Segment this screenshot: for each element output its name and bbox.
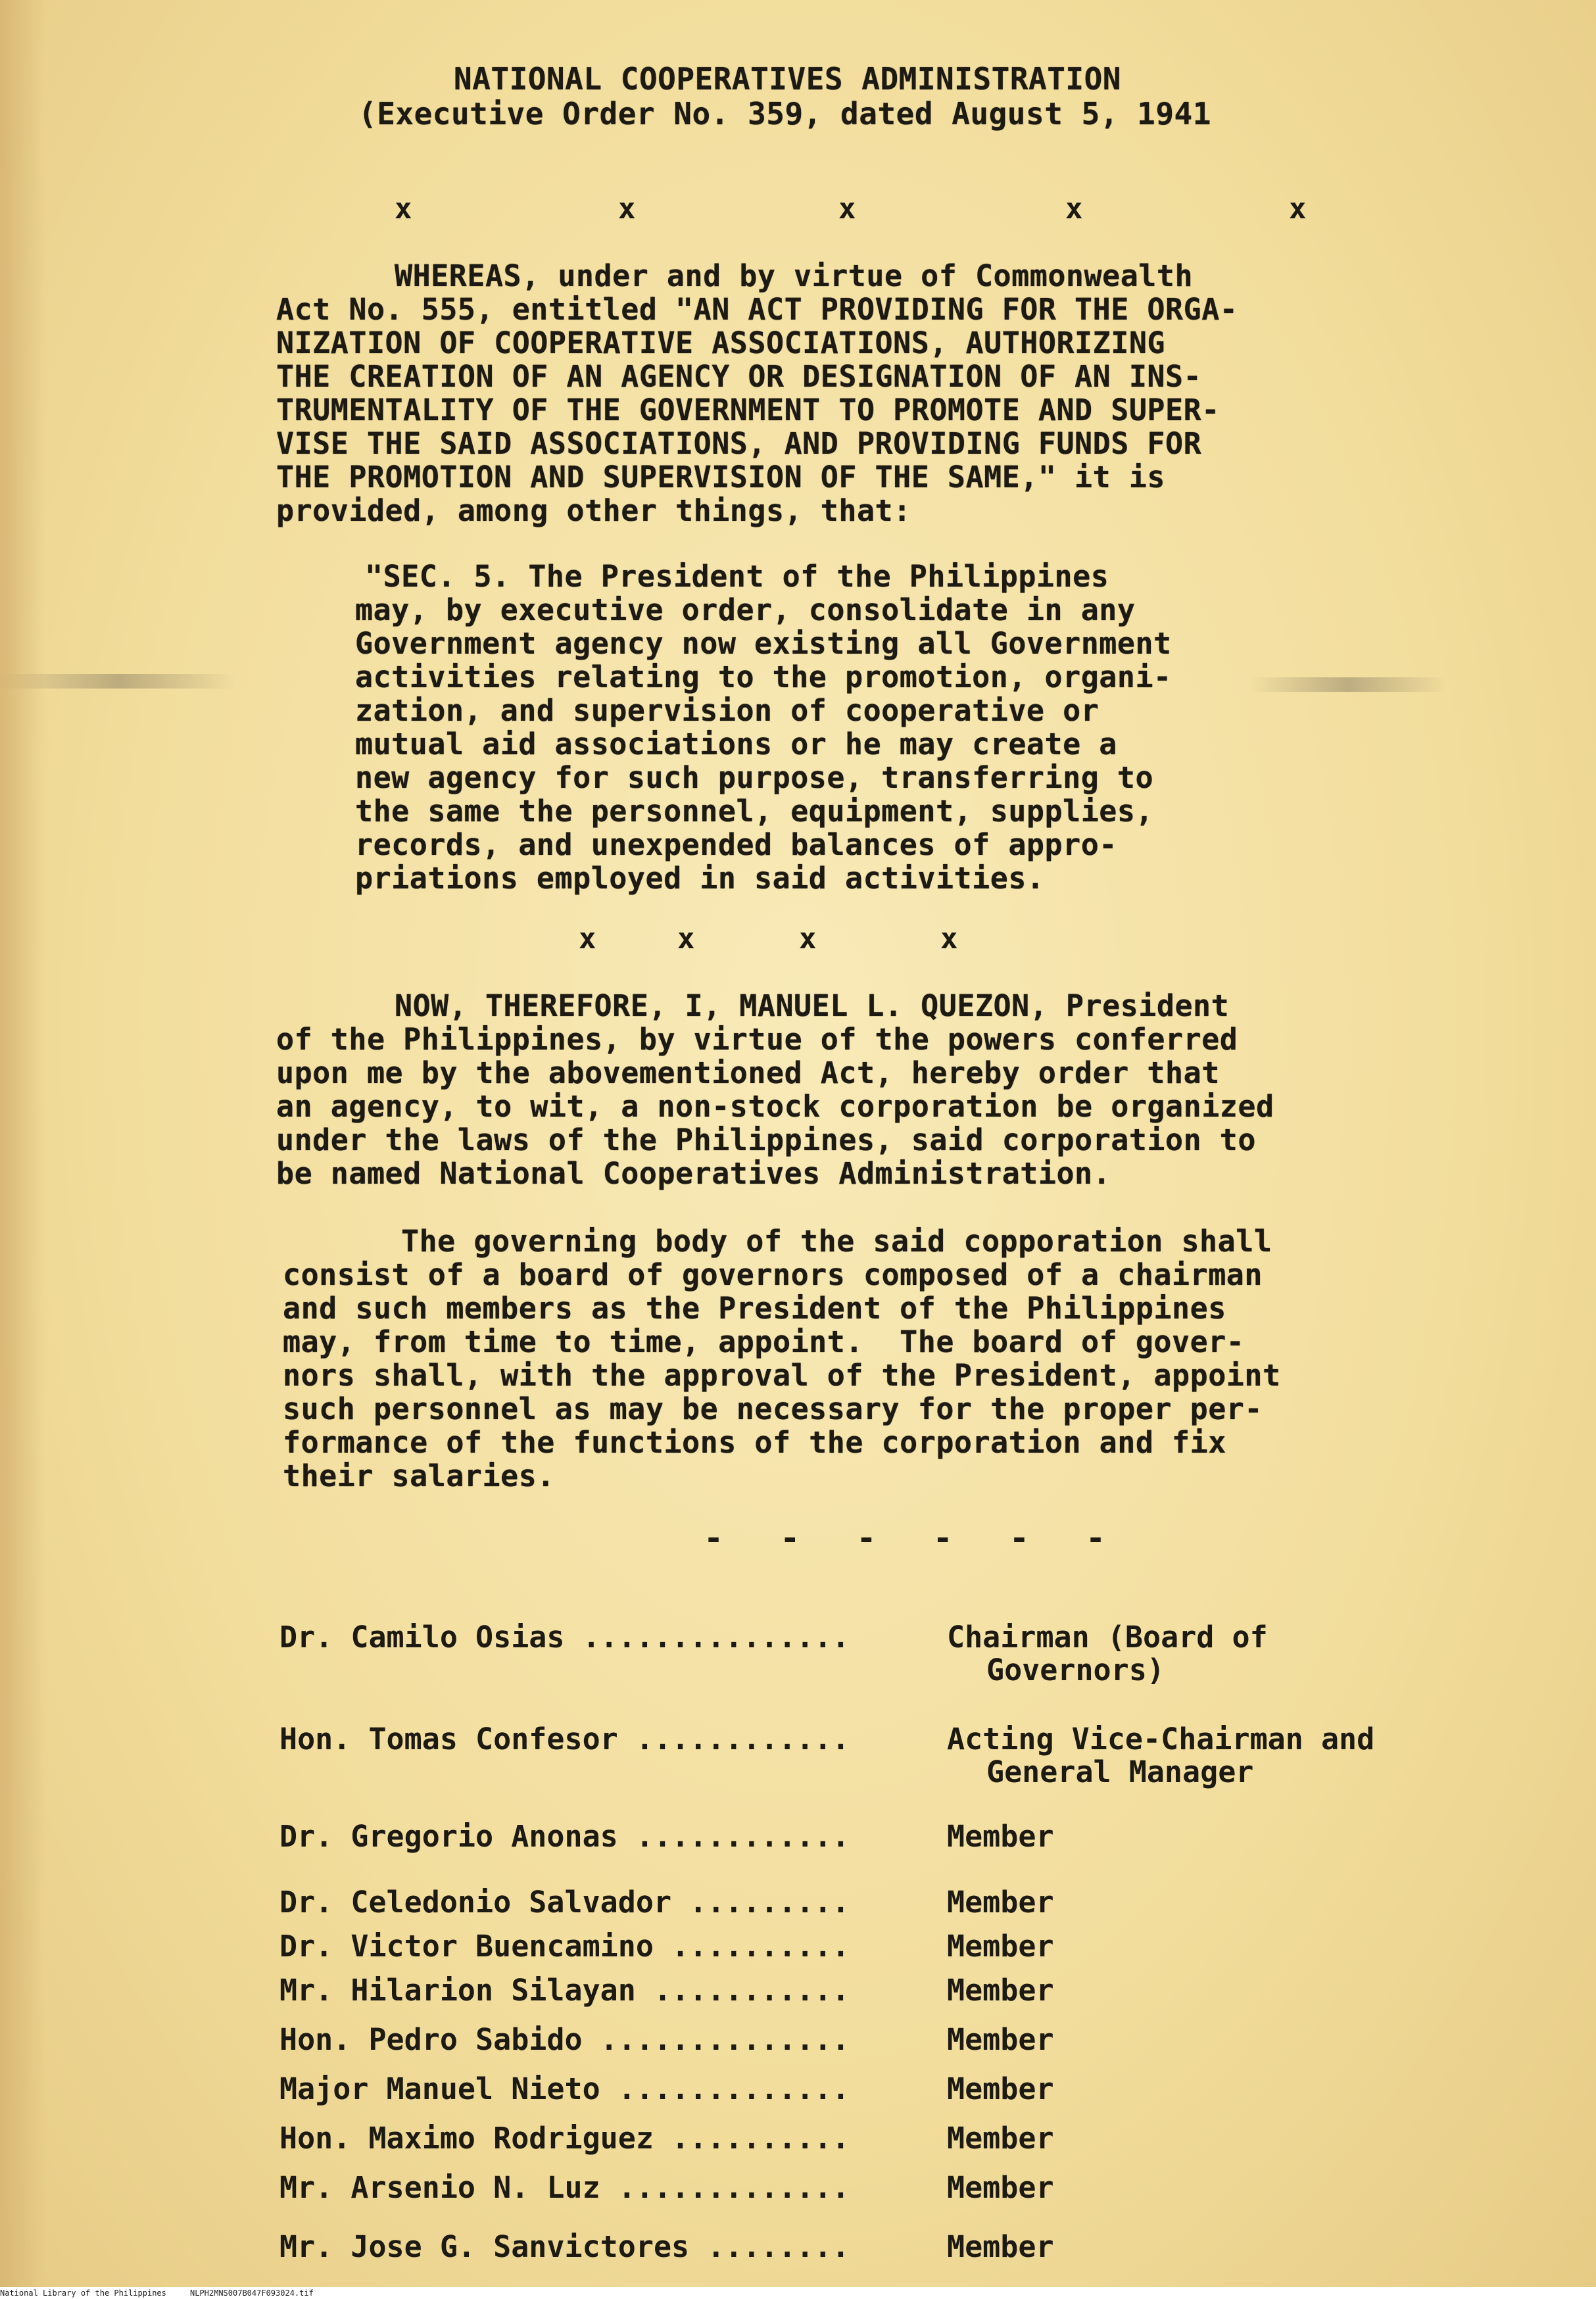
member-role: Member: [947, 1973, 1054, 2008]
paragraph-line: and such members as the President of the Philippines: [283, 1291, 1226, 1326]
member-name: Mr. Jose G. Sanvictores ........: [279, 2229, 850, 2264]
quote-line: zation, and supervision of cooperative or: [355, 693, 1100, 728]
quote-line: "SEC. 5. The President of the Philippines: [365, 559, 1109, 594]
member-role: Member: [947, 1819, 1054, 1854]
x-separator: x: [395, 192, 412, 226]
paragraph-line: under the laws of the Philippines, said corporation to: [276, 1123, 1256, 1157]
quote-line: Government agency now existing all Government: [355, 626, 1172, 661]
x-separator: x: [1289, 192, 1307, 226]
member-role-continued: Governors): [986, 1653, 1165, 1687]
ink-smudge: [0, 674, 237, 689]
page-edge-shadow: [0, 0, 46, 2287]
paragraph-line: provided, among other things, that:: [276, 493, 911, 528]
document-subtitle: (Executive Order No. 359, dated August 5, 1941: [358, 96, 1211, 132]
paragraph-line: TRUMENTALITY OF THE GOVERNMENT TO PROMOTE AND SUPER-: [276, 393, 1220, 427]
x-separator: x: [579, 922, 596, 956]
member-name: Dr. Victor Buencamino ..........: [279, 1929, 850, 1964]
member-name: Hon. Maximo Rodriguez ..........: [279, 2121, 850, 2156]
document-title: NATIONAL COOPERATIVES ADMINISTRATION: [454, 61, 1121, 97]
member-role-continued: General Manager: [986, 1754, 1254, 1789]
x-separator: x: [677, 922, 695, 956]
x-separator: x: [838, 192, 856, 226]
x-separator: x: [1065, 192, 1083, 226]
paragraph-line: NOW, THEREFORE, I, MANUEL L. QUEZON, President: [395, 988, 1230, 1023]
paragraph-line: nors shall, with the approval of the President, appoint: [283, 1358, 1281, 1393]
member-role: Member: [947, 2022, 1054, 2057]
paragraph-line: Act No. 555, entitled "AN ACT PROVIDING FOR THE ORGA-: [276, 292, 1238, 327]
paragraph-line: be named National Cooperatives Administration.: [276, 1156, 1111, 1191]
member-role: Chairman (Board of: [947, 1620, 1268, 1655]
member-role: Member: [947, 2121, 1054, 2156]
member-role: Member: [947, 1885, 1054, 1920]
paragraph-line: The governing body of the said copporation shall: [401, 1224, 1272, 1259]
paragraph-line: THE CREATION OF AN AGENCY OR DESIGNATION OF AN INS-: [276, 359, 1202, 394]
ink-smudge: [1249, 677, 1447, 692]
quote-line: may, by executive order, consolidate in any: [355, 593, 1136, 627]
quote-line: priations employed in said activities.: [355, 861, 1045, 896]
paragraph-line: upon me by the abovementioned Act, hereby order that: [276, 1055, 1220, 1090]
member-name: Hon. Tomas Confesor ............: [279, 1722, 850, 1756]
paragraph-line: VISE THE SAID ASSOCIATIONS, AND PROVIDING FUNDS FOR: [276, 426, 1202, 461]
quote-line: new agency for such purpose, transferring to: [355, 760, 1154, 795]
paragraph-line: THE PROMOTION AND SUPERVISION OF THE SAME," it is: [276, 460, 1166, 495]
paragraph-line: formance of the functions of the corporation and fix: [283, 1425, 1226, 1460]
paragraph-line: such personnel as may be necessary for the proper per-: [283, 1392, 1263, 1426]
member-role: Member: [947, 2170, 1054, 2205]
paragraph-line: their salaries.: [283, 1459, 555, 1493]
dash-separator: - - - - - -: [704, 1519, 1124, 1557]
paragraph-line: may, from time to time, appoint. The board of gover-: [283, 1324, 1245, 1359]
x-separator: x: [940, 922, 958, 956]
member-role: Member: [947, 1929, 1054, 1964]
member-name: Mr. Arsenio N. Luz .............: [279, 2170, 850, 2205]
paragraph-line: WHEREAS, under and by virtue of Commonwealth: [395, 258, 1194, 293]
archive-footer: National Library of the Philippines NLPH2MNS007B047F093024.tif: [0, 2287, 1596, 2299]
member-name: Mr. Hilarion Silayan ...........: [279, 1973, 850, 2008]
member-role: Member: [947, 2229, 1054, 2264]
paragraph-line: an agency, to wit, a non-stock corporation be organized: [276, 1089, 1274, 1124]
member-name: Dr. Camilo Osias ...............: [279, 1620, 850, 1655]
member-name: Major Manuel Nieto .............: [279, 2071, 850, 2106]
member-name: Hon. Pedro Sabido ..............: [279, 2022, 850, 2057]
quote-line: activities relating to the promotion, organi-: [355, 660, 1172, 694]
quote-line: records, and unexpended balances of appro-: [355, 827, 1117, 862]
paragraph-line: consist of a board of governors composed of a chairman: [283, 1257, 1263, 1292]
paragraph-line: NIZATION OF COOPERATIVE ASSOCIATIONS, AUTHORIZING: [276, 326, 1166, 360]
member-role: Member: [947, 2071, 1054, 2106]
x-separator: x: [799, 922, 817, 956]
paragraph-line: of the Philippines, by virtue of the powers conferred: [276, 1022, 1238, 1057]
member-role: Acting Vice-Chairman and: [947, 1722, 1375, 1756]
member-name: Dr. Celedonio Salvador .........: [279, 1885, 850, 1920]
quote-line: the same the personnel, equipment, supplies,: [355, 794, 1154, 829]
member-name: Dr. Gregorio Anonas ............: [279, 1819, 850, 1854]
x-separator: x: [618, 192, 636, 226]
quote-line: mutual aid associations or he may create a: [355, 727, 1117, 762]
